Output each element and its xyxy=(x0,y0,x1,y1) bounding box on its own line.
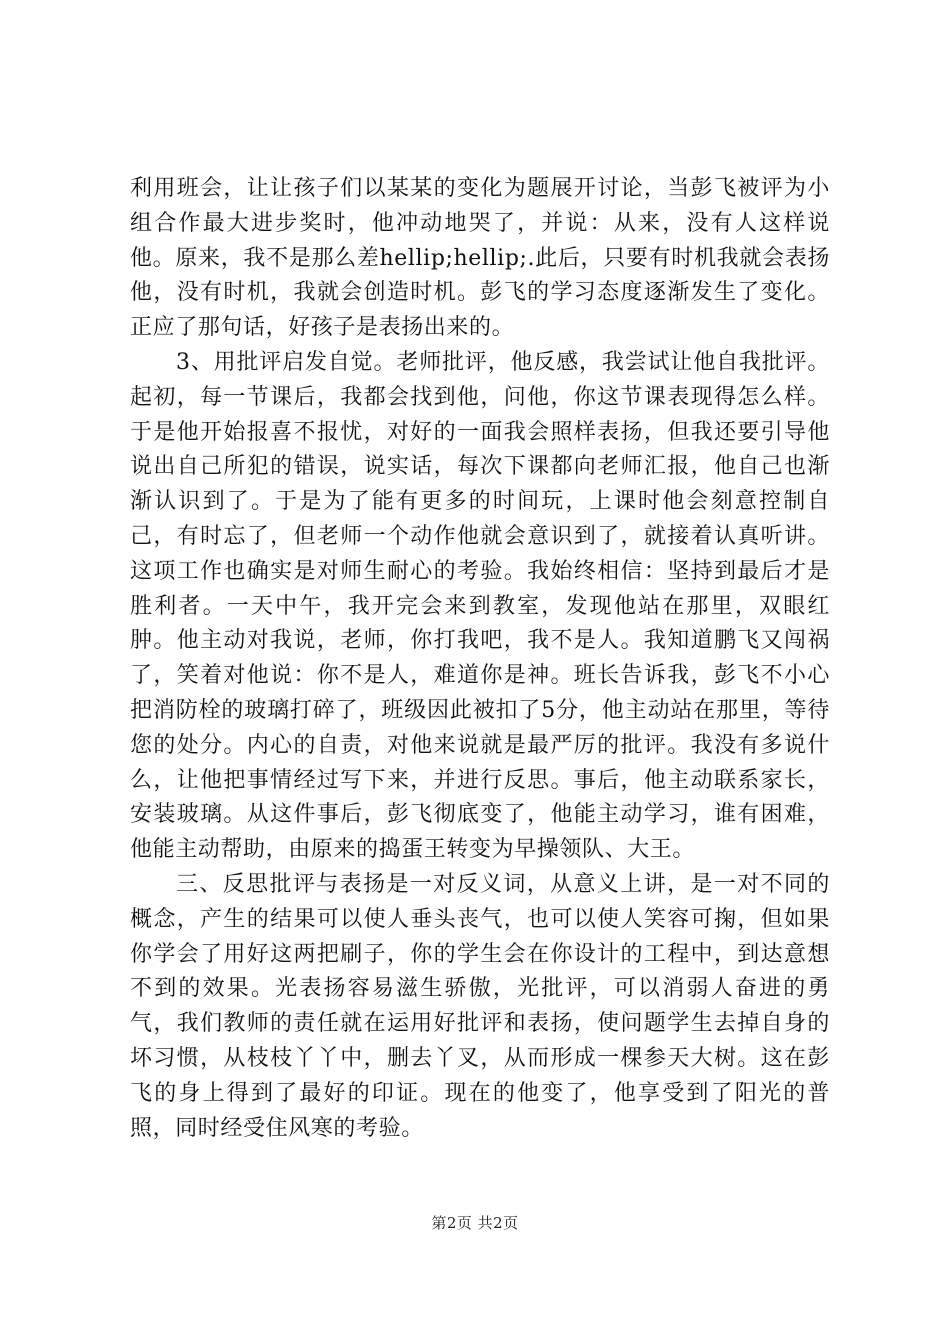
paragraph-criticism-self-awareness: 3、用批评启发自觉。老师批评，他反感，我尝试让他自我批评。起初，每一节课后，我都会找到他，问他，你这节课表现得怎么样。于是他开始报喜不报忧，对好的一面我会照样表扬，但我还要引导他说出自己所犯的错误，说实话，每次下课都向老师汇报，他自己也渐渐认识到了。于是为了能有更多的时间玩，上课时他会刻意控制自己，有时忘了，但老师一个动作他就会意识到了，就接着认真听讲。这项工作也确实是对师生耐心的考验。我始终相信：坚持到最后才是胜利者。一天中午，我开完会来到教室，发现他站在那里，双眼红肿。他主动对我说，老师，你打我吧，我不是人。我知道鹏飞又闯祸了，笑着对他说：你不是人，难道你是神。班长告诉我，彭飞不小心把消防栓的玻璃打碎了，班级因此被扣了5分，他主动站在那里，等待您的处分。内心的自责，对他来说就是最严厉的批评。我没有多说什么，让他把事情经过写下来，并进行反思。事后，他主动联系家长，安装玻璃。从这件事后，彭飞彻底变了，他能主动学习，谁有困难，他能主动帮助，由原来的捣蛋王转变为早操领队、大王。 xyxy=(130,349,830,863)
paragraph-praise-conclusion: 利用班会，让让孩子们以某某的变化为题展开讨论，当彭飞被评为小组合作最大进步奖时，他冲动地哭了，并说：从来，没有人这样说他。原来，我不是那么差hellip;hellip;.此后，只要有时机我就会表扬他，没有时机，我就会创造时机。彭飞的学习态度逐渐发生了变化。正应了那句话，好孩子是表扬出来的。 xyxy=(130,176,830,341)
page-number-footer: 第2页 共2页 xyxy=(431,1214,519,1232)
document-body xyxy=(130,172,830,1146)
paragraph-reflection: 三、反思批评与表扬是一对反义词，从意义上讲，是一对不同的概念，产生的结果可以使人垂头丧气，也可以使人笑容可掬，但如果你学会了用好这两把刷子，你的学生会在你设计的工程中，到达意想不到的效果。光表扬容易滋生骄傲，光批评，可以消弱人奋进的勇气，我们教师的责任就在运用好批评和表扬，使问题学生去掉自身的坏习惯，从枝枝丫丫中，删去丫叉，从而形成一棵参天大树。这在彭飞的身上得到了最好的印证。现在的他变了，他享受到了阳光的普照，同时经受住风寒的考验。 xyxy=(130,871,830,1141)
